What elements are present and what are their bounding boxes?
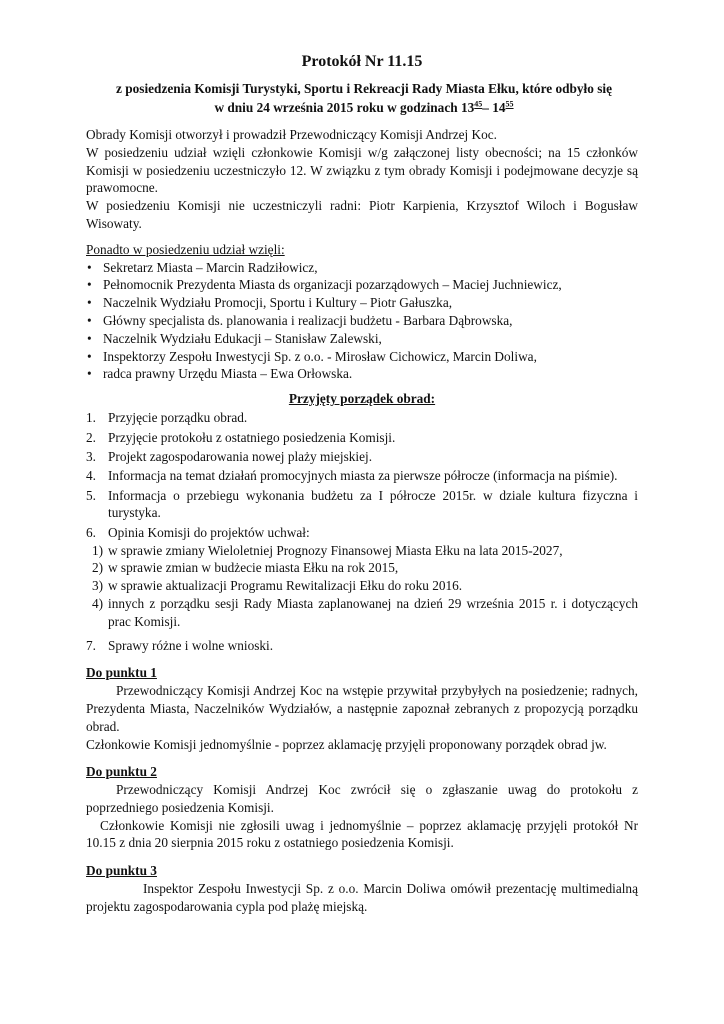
- agenda-subitem-text: innych z porządku sesji Rady Miasta zaplanowanej na dzień 29 września 2015 r. i dotyczących prac Komisji.: [108, 595, 638, 629]
- list-item: • Główny specjalista ds. planowania i realizacji budżetu - Barbara Dąbrowska,: [86, 312, 638, 330]
- subtitle-time-separator: – 14: [482, 100, 506, 115]
- agenda-item-text: Opinia Komisji do projektów uchwał:: [108, 524, 310, 540]
- subtitle-line-2: [88, 98, 640, 117]
- page-title: Protokół Nr 11.15: [301, 53, 423, 70]
- point-3-paragraph-1: Inspektor Zespołu Inwestycji Sp. z o.o. Marcin Doliwa omówił prezentację multimedialną projektu zagospodarowania cypla pod plażę miejską.: [86, 881, 638, 914]
- agenda-item-text: Przyjęcie porządku obrad.: [108, 410, 248, 426]
- agenda-subitem-text: w sprawie aktualizacji Programu Rewitalizacji Ełku do roku 2016.: [108, 578, 463, 594]
- agenda-item: [86, 487, 638, 523]
- attendees-section: [86, 241, 638, 383]
- subtitle-line-1: z posiedzenia Komisji Turystyki, Sportu i Rekreacji Rady Miasta Ełku, które odbyło się: [116, 81, 612, 96]
- agenda-item-number: 7.: [86, 637, 96, 653]
- agenda-item-number: 1.: [86, 410, 96, 426]
- agenda-subitem: [89, 542, 638, 560]
- agenda-subitem-text: w sprawie zmiany Wieloletniej Prognozy Finansowej Miasta Ełku na lata 2015-2027,: [108, 542, 563, 558]
- list-item: • Pełnomocnik Prezydenta Miasta ds organizacji pozarządowych – Maciej Juchniewicz,: [86, 276, 638, 294]
- document-subtitle: [88, 79, 640, 117]
- agenda-item: [86, 524, 638, 631]
- agenda-subitem: [89, 577, 638, 595]
- point-2-paragraph-2: Członkowie Komisji nie zgłosili uwag i jednomyślnie – poprzez aklamację przyjęli protokół Nr 10.15 z dnia 20 sierpnia 2015 roku z ostatniego posiedzenia Komisji.: [86, 817, 638, 851]
- intro-paragraph-3: W posiedzeniu Komisji nie uczestniczyli radni: Piotr Karpienia, Krzysztof Wiloch i Bogusław Wisowaty.: [86, 198, 638, 231]
- document-body: [86, 126, 638, 916]
- intro-paragraph-2: W posiedzeniu udział wzięli członkowie Komisji w/g załączonej listy obecności; na 15 członków Komisji w posiedzeniu uczestniczyło 12. W związku z tym obrady Komisji i podejmowane decyzje są prawomocne.: [86, 144, 638, 196]
- agenda-subitem-number: 3): [92, 578, 104, 594]
- attendees-list: [86, 259, 638, 384]
- agenda-item-text: Informacja o przebiegu wykonania budżetu za I półrocze 2015r. w dziale kultura fizyczna i turystyka.: [108, 487, 638, 521]
- agenda-subitem: [89, 595, 638, 631]
- agenda-item-text: Sprawy różne i wolne wnioski.: [108, 637, 274, 653]
- attendees-heading: Ponadto w posiedzeniu udział wzięli:: [86, 241, 285, 257]
- agenda-subitem-number: 1): [92, 542, 104, 558]
- point-2-heading: Do punktu 2: [86, 764, 157, 780]
- agenda-item-number: 5.: [86, 487, 96, 503]
- agenda-item: [86, 467, 638, 485]
- agenda-subitem-text: w sprawie zmian w budżecie miasta Ełku na rok 2015,: [108, 560, 399, 576]
- agenda-item-text: Przyjęcie protokołu z ostatniego posiedzenia Komisji.: [108, 429, 396, 445]
- subtitle-date-text: w dniu 24 września 2015 roku w godzinach 13: [214, 100, 475, 115]
- agenda-item: [86, 637, 638, 655]
- agenda-item-number: 6.: [86, 524, 96, 540]
- agenda-item-number: 2.: [86, 429, 96, 445]
- agenda-item: [86, 409, 638, 427]
- agenda-subitem: [89, 559, 638, 577]
- agenda-item-text: Informacja na temat działań promocyjnych miasta za pierwsze półrocze (informacja na piśmie).: [108, 468, 618, 484]
- intro-paragraph-1: Obrady Komisji otworzył i prowadził Przewodniczący Komisji Andrzej Koc.: [86, 127, 497, 142]
- point-1-paragraph-1: Przewodniczący Komisji Andrzej Koc na wstępie przywitał przybyłych na posiedzenie; radnych, Prezydenta Miasta, Naczelników Wydziałów, a następnie zapoznał zebranych z propozycją porządku obrad.: [86, 683, 638, 734]
- agenda-item-number: 4.: [86, 468, 96, 484]
- time-start-minutes: 45: [474, 99, 483, 109]
- point-1-heading: Do punktu 1: [86, 665, 157, 681]
- agenda-item: [86, 448, 638, 466]
- agenda-subitem-number: 2): [92, 560, 104, 576]
- agenda-item-number: 3.: [86, 449, 96, 465]
- list-item: • Naczelnik Wydziału Edukacji – Stanisław Zalewski,: [86, 330, 638, 348]
- agenda-item-text: Projekt zagospodarowania nowej plaży miejskiej.: [108, 449, 373, 465]
- agenda-list: [86, 409, 638, 654]
- list-item: • Inspektorzy Zespołu Inwestycji Sp. z o.o. - Mirosław Cichowicz, Marcin Doliwa,: [86, 348, 638, 366]
- agenda-sublist: [92, 542, 638, 631]
- list-item: • Naczelnik Wydziału Promocji, Sportu i Kultury – Piotr Gałuszka,: [86, 294, 638, 312]
- list-item: • radca prawny Urzędu Miasta – Ewa Orłowska.: [86, 365, 638, 383]
- list-item: • Sekretarz Miasta – Marcin Radziłowicz,: [86, 259, 638, 277]
- agenda-heading: Przyjęty porządek obrad:: [288, 391, 436, 407]
- agenda-subitem-number: 4): [92, 595, 104, 611]
- point-1-paragraph-2: Członkowie Komisji jednomyślnie - poprzez aklamację przyjęli proponowany porządek obrad jw.: [86, 736, 607, 752]
- time-end-minutes: 55: [505, 99, 514, 109]
- point-2-paragraph-1: Przewodniczący Komisji Andrzej Koc zwrócił się o zgłaszanie uwag do protokołu z poprzedniego posiedzenia Komisji.: [86, 782, 638, 815]
- point-3-heading: Do punktu 3: [86, 863, 157, 879]
- agenda-item: [86, 429, 638, 447]
